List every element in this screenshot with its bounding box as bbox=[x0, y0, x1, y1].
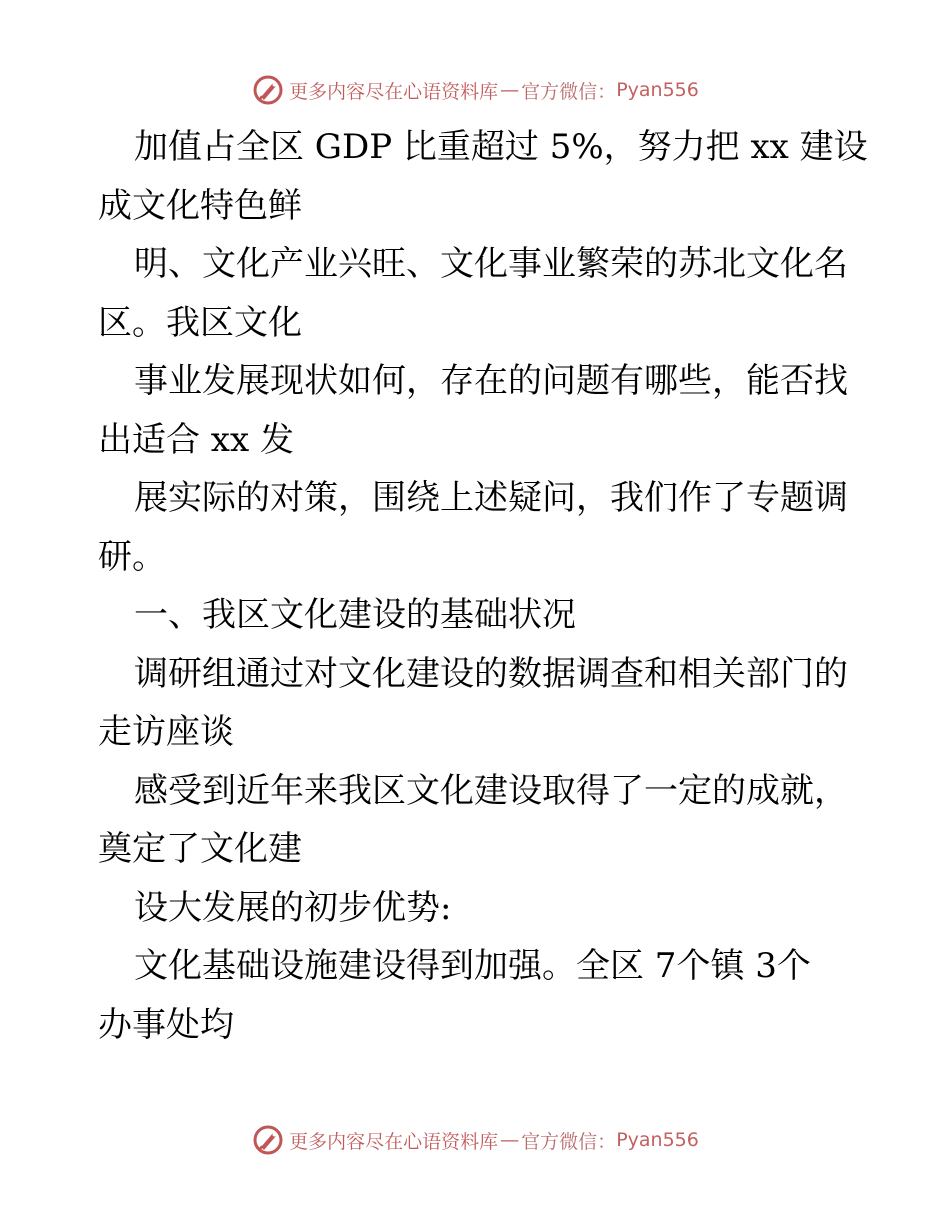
section-heading: 一、我区文化建设的基础状况 bbox=[134, 595, 576, 635]
text-line: 事业发展现状如何，存在的问题有哪些，能否找 bbox=[134, 361, 848, 401]
text-line: 办事处均 bbox=[98, 1004, 234, 1045]
watermark-footer bbox=[0, 1120, 950, 1160]
watermark-separator: — bbox=[500, 79, 520, 101]
pen-nib-seal-icon bbox=[251, 73, 285, 107]
text-line: 展实际的对策，围绕上述疑问，我们作了专题调 bbox=[134, 478, 848, 518]
text-line: 文化基础设施建设得到加强。全区 7个镇 3个 bbox=[134, 946, 811, 986]
watermark-wechat-id: Pyan556 bbox=[616, 1129, 699, 1151]
watermark-official-label: 官方微信： bbox=[521, 80, 617, 103]
watermark-wechat-id: Pyan556 bbox=[616, 79, 699, 101]
text-line: 感受到近年来我区文化建设取得了一定的成就， bbox=[134, 770, 848, 811]
text-line: 走访座谈 bbox=[98, 712, 234, 752]
watermark-site-text: 更多内容尽在心语资料库 bbox=[289, 1130, 499, 1153]
watermark-site-text: 更多内容尽在心语资料库 bbox=[289, 80, 499, 103]
text-line: 设大发展的初步优势: bbox=[134, 887, 452, 928]
text-line: 奠定了文化建 bbox=[98, 829, 302, 869]
document-body bbox=[98, 118, 868, 1054]
text-line: 区。我区文化 bbox=[98, 302, 302, 343]
text-line: 研。 bbox=[98, 536, 166, 577]
watermark-separator: — bbox=[500, 1129, 520, 1151]
pen-nib-seal-icon bbox=[251, 1123, 285, 1157]
text-line: 明、文化产业兴旺、文化事业繁荣的苏北文化名 bbox=[134, 244, 848, 284]
text-line: 调研组通过对文化建设的数据调查和相关部门的 bbox=[134, 653, 848, 694]
text-line: 成文化特色鲜 bbox=[98, 185, 302, 226]
text-line: 出适合 xx 发 bbox=[98, 419, 294, 460]
text-line: 加值占全区 GDP 比重超过 5%，努力把 xx 建设 bbox=[134, 127, 868, 167]
watermark-official-label: 官方微信： bbox=[521, 1130, 617, 1153]
watermark-header bbox=[0, 70, 950, 110]
